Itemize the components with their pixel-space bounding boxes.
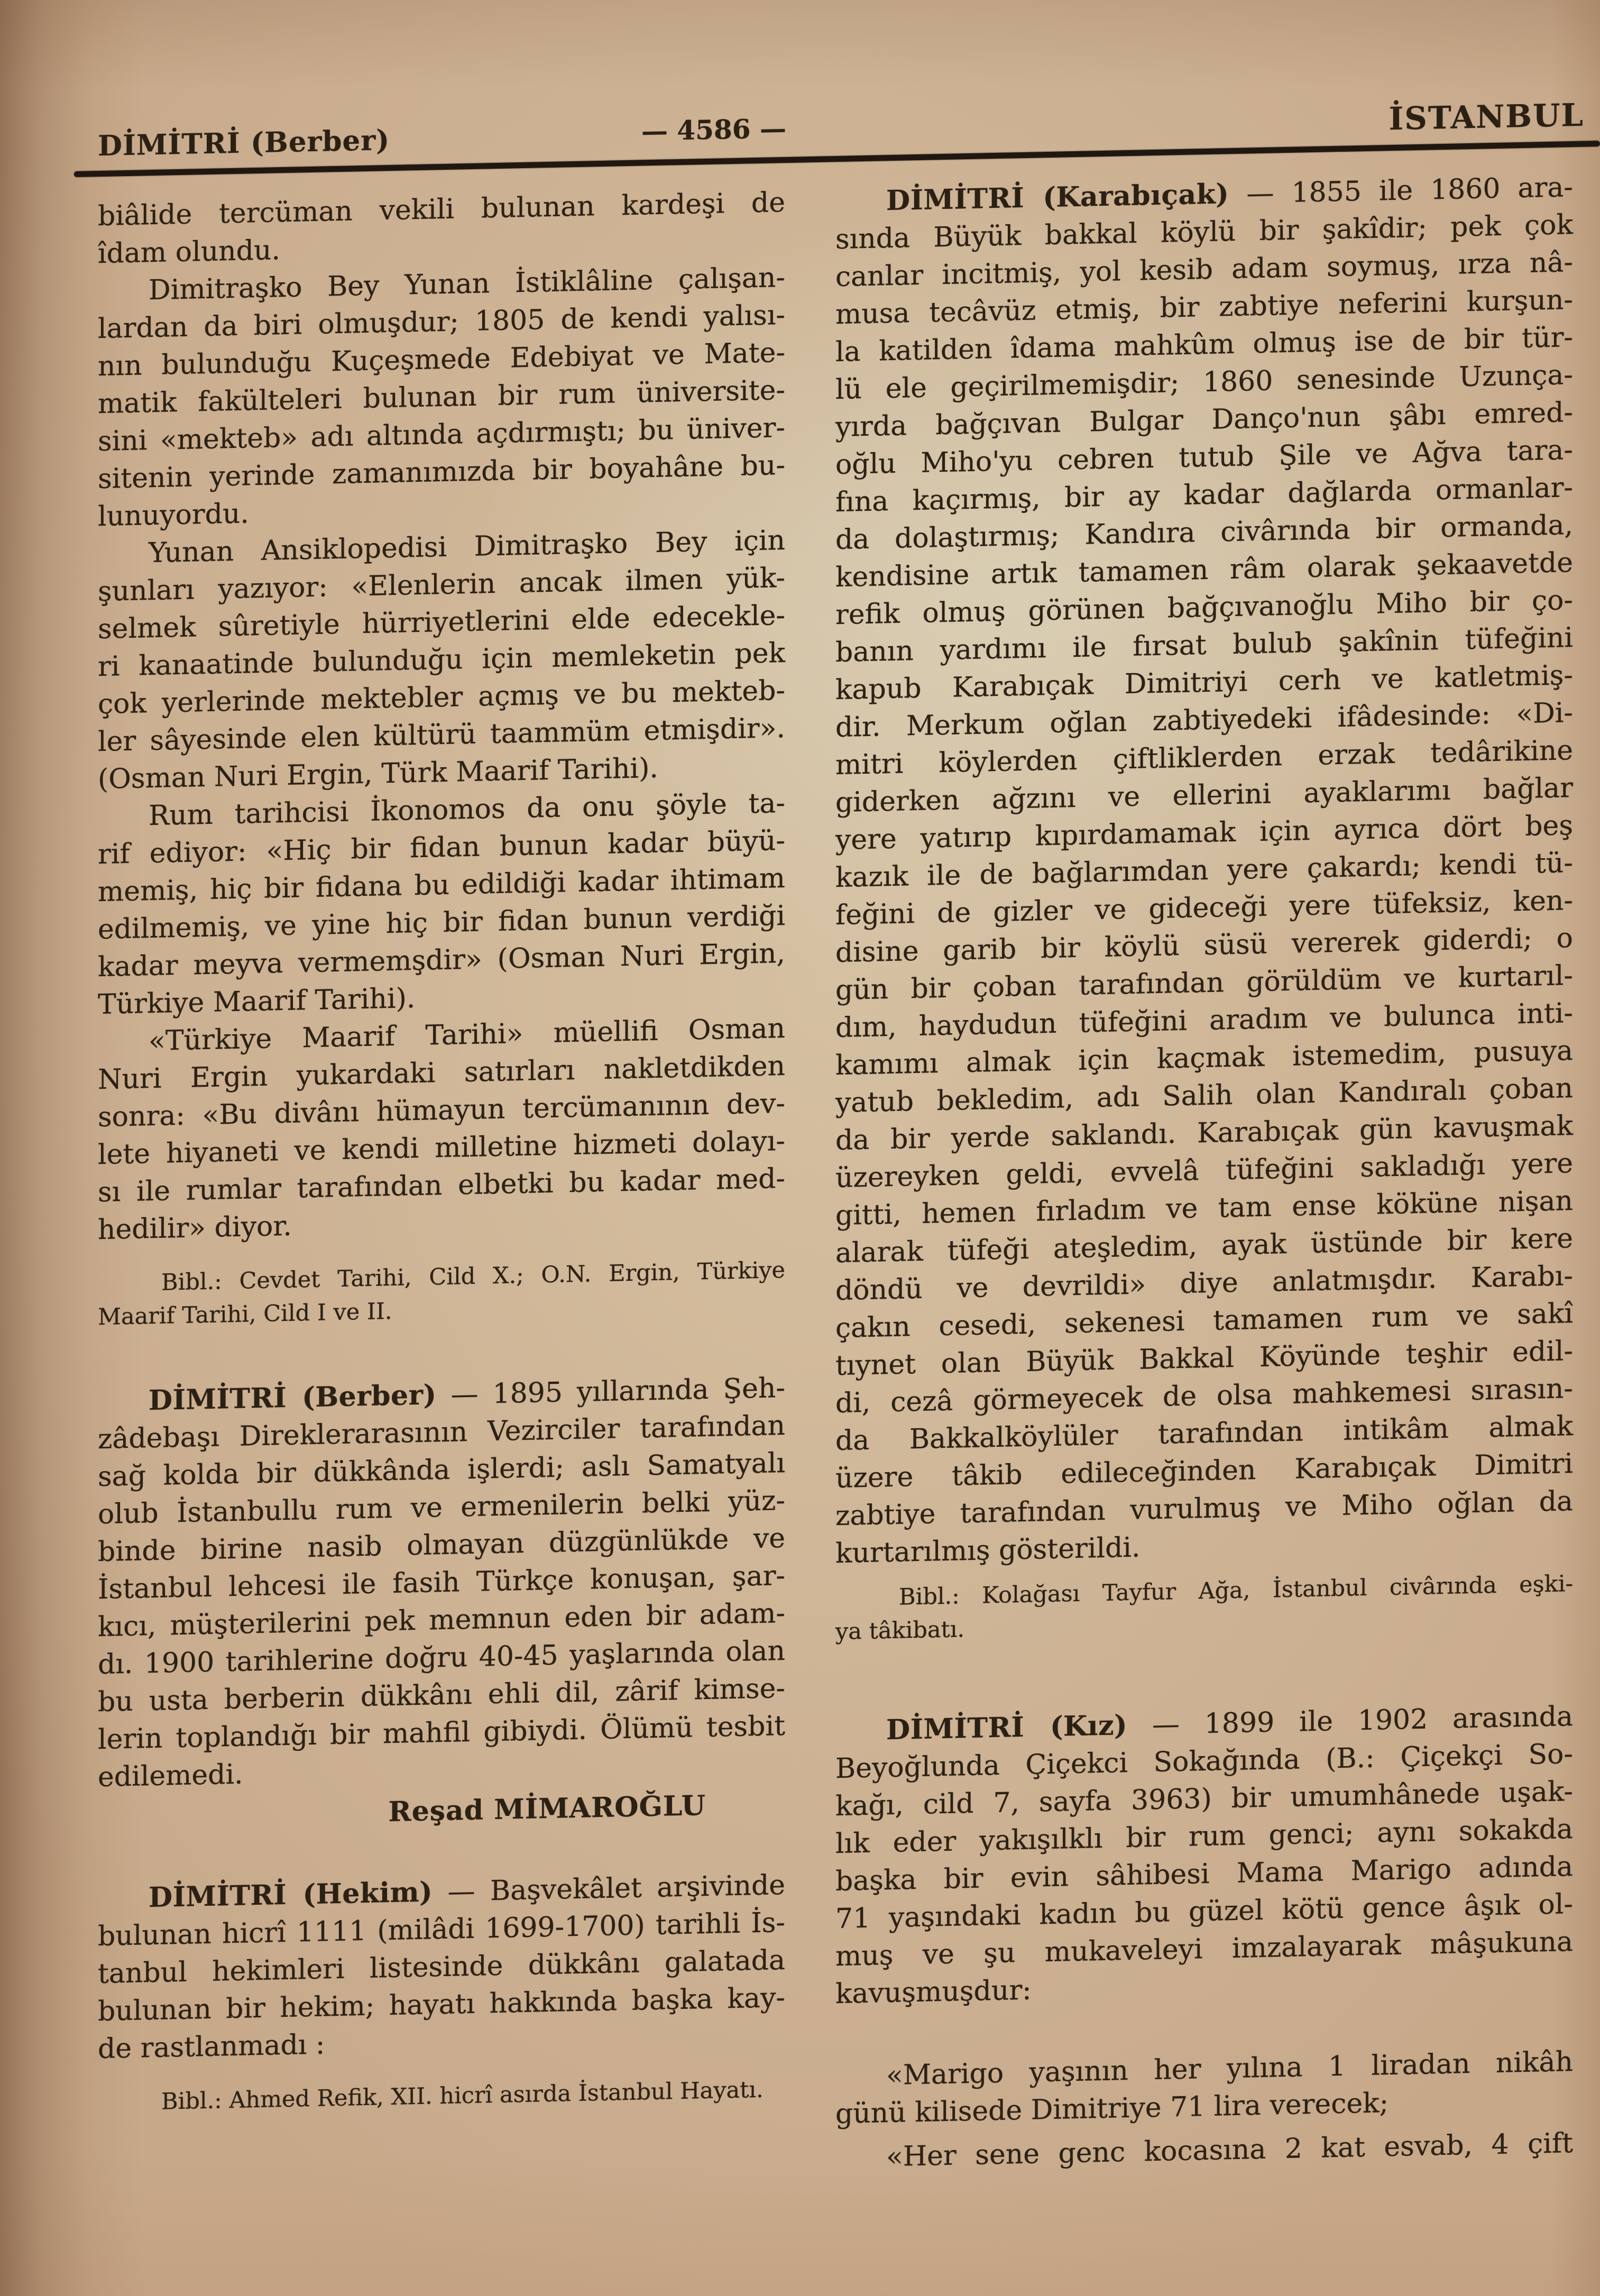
text-line: mitri köylerden çiftliklerden erzak tedârikine	[835, 734, 1573, 782]
paragraph	[835, 1697, 1573, 2013]
text-line: İstanbul lehcesi ile fasih Türkçe konuşan, şar-	[98, 1560, 785, 1606]
text-line: disine garib bir köylü süsü vererek giderdi; o	[835, 922, 1573, 969]
text-line: yere yatırıp kıpırdamamak için ayrıca dört beş	[835, 810, 1573, 857]
text-line: kağı, cild 7, sayfa 3963) bir umumhânede uşak-	[835, 1776, 1573, 1823]
bibliography-paragraph	[835, 1567, 1573, 1649]
text-line: günü kilisede Dimitriye 71 lira verecek;	[835, 2087, 1389, 2130]
text-line: sonra: «Bu divânı hümayun tercümanının dev-	[98, 1088, 785, 1134]
text-line: çakın cesedi, sekenesi tamamen rum ve sakî	[835, 1298, 1573, 1345]
text-line: kıcı, müşterilerini pek memnun eden bir adam-	[98, 1597, 785, 1643]
text-line: oğlu Miho'yu cebren tutub Şile ve Ağva tara-	[835, 434, 1573, 481]
text-line: Maarif Tarihi, Cild I ve II.	[98, 1298, 392, 1331]
page-content	[74, 96, 1600, 2192]
text-line: yırda bağçıvan Bulgar Danço'nun şâbı emred-	[835, 397, 1573, 444]
text-line: «Her sene genc kocasına 2 kat esvab, 4 çift	[886, 2127, 1573, 2173]
text-line: dı. 1900 tarihlerine doğru 40-45 yaşlarında olan	[98, 1635, 785, 1681]
text-line: kurtarılmış gösterildi.	[835, 1531, 1141, 1570]
text-line: binde birine nasib olmayan düzgünlükde ve	[98, 1522, 785, 1568]
text-line: matik fakülteleri bulunan bir rum üniversite-	[98, 374, 785, 420]
text-line: di, cezâ görmeyecek de olsa mahkemesi sırasın-	[835, 1373, 1573, 1420]
text-line: (Osman Nuri Ergin, Türk Maarif Tarihi).	[98, 752, 658, 796]
text-line: Bibl.: Cevdet Tarihi, Cild X.; O.N. Ergin, Türkiye	[161, 1257, 785, 1296]
paragraph	[835, 2043, 1573, 2133]
text-line: kavuşmuşdur:	[835, 1974, 1032, 2010]
text-line: ri kanaatinde bulunduğu için memleketin pek	[98, 637, 785, 683]
text-line: Bibl.: Ahmed Refik, XII. hicrî asırda İstanbul Hayatı.	[161, 2076, 764, 2115]
text-line: Rum tarihcisi İkonomos da onu şöyle ta-	[149, 787, 785, 832]
text-line: Nuri Ergin yukardaki satırları nakletdikden	[98, 1050, 785, 1096]
text-line: feğini de gizler ve gideceği yere tüfeksiz, ken-	[835, 885, 1573, 932]
text-line: üzere tâkib edileceğinden Karabıçak Dimitri	[835, 1448, 1573, 1495]
text-line: üzereyken geldi, evvelâ tüfeğini sakladığı yere	[835, 1147, 1573, 1195]
text-line: DİMİTRİ (Karabıçak) — 1855 ile 1860 ara-	[886, 171, 1573, 217]
header-left-entry: DİMİTRİ (Berber)	[98, 124, 390, 163]
text-line: zabtiye tarafından vurulmuş ve Miho oğlan da	[835, 1485, 1573, 1532]
text-line: Türkiye Maarif Tarihi).	[98, 982, 416, 1021]
text-line: Bibl.: Kolağası Tayfur Ağa, İstanbul civârında eşki-	[899, 1571, 1573, 1611]
text-line: DİMİTRİ (Hekim) — Başvekâlet arşivinde	[149, 1869, 785, 1914]
text-line: da Bakkalköylüler tarafından intikâm almak	[835, 1410, 1573, 1457]
text-line: tanbul hekimleri listesinde dükkânı galatada	[98, 1944, 785, 1990]
text-columns	[74, 168, 1600, 2192]
text-line: gün bir çoban tarafından görüldüm ve kurtarıl-	[835, 960, 1573, 1007]
text-line: edilemedi.	[98, 1758, 243, 1794]
text-line: Reşad MİMAROĞLU	[388, 1789, 706, 1829]
paragraph	[835, 2125, 1573, 2177]
paragraph	[98, 184, 785, 273]
header-page-number: — 4586 —	[641, 112, 786, 147]
text-line: kadar meyva vermemşdir» (Osman Nuri Ergin,	[98, 938, 785, 984]
bibliography-paragraph	[98, 1254, 785, 1334]
text-line: kapub Karabıçak Dimitriyi cerh ve katletmiş-	[835, 659, 1573, 706]
text-line: bulunan bir hekim; hayatı hakkında başka kay-	[98, 1982, 785, 2028]
text-line: «Marigo yaşının her yılına 1 liradan nikâh	[886, 2046, 1573, 2092]
paragraph	[98, 1010, 785, 1249]
entry-heading: DİMİTRİ (Hekim)	[149, 1876, 433, 1914]
text-line: yatub bekledim, adı Salih olan Kandıralı çoban	[835, 1072, 1573, 1119]
text-line: gitti, hemen fırladım ve tam ense köküne nişan	[835, 1185, 1573, 1232]
paragraph	[98, 1866, 785, 2068]
text-line: döndü ve devrildi» diye anlatmışdır. Karabı-	[835, 1260, 1573, 1307]
text-line: Yunan Ansiklopedisi Dimitraşko Bey için	[149, 525, 785, 570]
text-line: şunları yazıyor: «Elenlerin ancak ilmen yük-	[98, 562, 785, 608]
text-line: biâlide tercüman vekili bulunan kardeşi de	[98, 187, 785, 233]
text-line: da dolaştırmış; Kandıra civârında bir ormanda,	[835, 509, 1573, 556]
text-line: bu usta berberin dükkânı ehli dil, zârif kimse-	[98, 1673, 785, 1719]
text-line: refik olmuş görünen bağçıvanoğlu Miho bir ço-	[835, 584, 1573, 631]
text-line: de rastlanmadı :	[98, 2028, 325, 2065]
paragraph	[98, 785, 785, 1024]
entry-heading: DİMİTRİ (Kız)	[886, 1709, 1128, 1747]
paragraph	[98, 1369, 785, 1796]
text-line: fına kaçırmış, bir ay kadar dağlarda ormanlar-	[835, 472, 1573, 519]
text-line: rif ediyor: «Hiç bir fidan bunun kadar büyü-	[98, 825, 785, 871]
entry-heading: DİMİTRİ (Berber)	[149, 1379, 437, 1417]
text-line: olub İstanbullu rum ve ermenilerin belki yüz-	[98, 1485, 785, 1531]
paragraph	[98, 259, 785, 536]
text-column-left	[98, 184, 785, 2192]
column-gutter	[785, 183, 835, 2178]
text-line: banın yardımı ile fırsat bulub şakînin tüfeğini	[835, 622, 1573, 669]
text-line: selmek sûretiyle hürriyetlerini elde edecekle-	[98, 600, 785, 646]
text-line: lete hiyaneti ve kendi milletine hizmeti dolayı-	[98, 1125, 785, 1171]
text-line: sında Büyük bakkal köylü bir şakîdir; pek çok	[835, 209, 1573, 256]
text-line: memiş, hiç bir fidana bu edildiği kadar ihtimam	[98, 862, 785, 908]
text-line: dir. Merkum oğlan zabtiyedeki ifâdesinde: «Di-	[835, 697, 1573, 744]
text-line: kendisine artık tamamen râm olarak şekaavetde	[835, 547, 1573, 594]
text-line: başka bir evin sâhibesi Mama Marigo adında	[835, 1851, 1573, 1898]
text-line: îdam olundu.	[98, 234, 280, 270]
text-line: «Türkiye Maarif Tarihi» müellifi Osman	[149, 1013, 785, 1058]
text-line: lık eder yakışılklı bir rum genci; aynı sokakda	[835, 1813, 1573, 1860]
text-line: kamımı almak için kaçmak istemedim, pusuya	[835, 1035, 1573, 1082]
text-line: canlar incitmiş, yol kesib adam soymuş, ırza nâ-	[835, 246, 1573, 293]
text-line: lü ele geçirilmemişdir; 1860 senesinde Uzunça-	[835, 359, 1573, 406]
text-line: tıynet olan Büyük Bakkal Köyünde teşhir edil-	[835, 1335, 1573, 1382]
text-line: ya tâkibatı.	[835, 1616, 965, 1646]
paragraph	[98, 522, 785, 798]
text-line: sitenin yerinde zamanımızda bir boyahâne bu-	[98, 449, 785, 495]
text-line: bulunan hicrî 1111 (milâdi 1699-1700) tarihli İs-	[98, 1907, 785, 1953]
entry-heading: DİMİTRİ (Karabıçak)	[886, 178, 1229, 217]
text-line: kazık ile de bağlarımdan yere çakardı; kendi tü-	[835, 847, 1573, 894]
text-line: lardan da biri olmuşdur; 1805 de kendi yalısı-	[98, 299, 785, 345]
text-line: DİMİTRİ (Berber) — 1895 yıllarında Şeh-	[149, 1372, 785, 1417]
text-line: hedilir» diyor.	[98, 1210, 292, 1246]
text-line: la katilden îdama mahkûm olmuş ise de bir tür-	[835, 322, 1573, 369]
text-line: çok yerlerinde mektebler açmış ve bu mekteb-	[98, 675, 785, 721]
text-line: alarak tüfeği ateşledim, ayak üstünde bir kere	[835, 1223, 1573, 1270]
text-line: dım, haydudun tüfeğini aradım ve bulunca inti-	[835, 997, 1573, 1044]
text-line: nın bulunduğu Kuçeşmede Edebiyat ve Mate-	[98, 337, 785, 383]
text-line: ler sâyesinde elen kültürü taammüm etmişdir».	[98, 712, 785, 758]
text-line: sini «mekteb» adı altında açdırmıştı; bu üniver-	[98, 412, 785, 458]
text-line: musa tecâvüz etmiş, bir zabtiye neferini kurşun-	[835, 284, 1573, 331]
text-line: da bir yerde saklandı. Karabıçak gün kavuşmak	[835, 1110, 1573, 1157]
text-line: sağ kolda bir dükkânda işlerdi; aslı Samatyalı	[98, 1447, 785, 1493]
text-line: Beyoğlunda Çiçekci Sokağında (B.: Çiçekçi So-	[835, 1738, 1573, 1785]
text-line: Dimitraşko Bey Yunan İstiklâline çalışan-	[149, 262, 785, 307]
bibliography-paragraph	[98, 2073, 785, 2120]
page-header	[74, 96, 1600, 164]
text-line: edilmemiş, ve yine hiç bir fidan bunun verdiği	[98, 900, 785, 946]
text-line: lunuyordu.	[98, 498, 249, 533]
text-line: giderken ağzını ve ellerini ayaklarımı bağlar	[835, 772, 1573, 819]
text-column-right	[835, 168, 1573, 2177]
text-line: DİMİTRİ (Kız) — 1899 ile 1902 arasında	[886, 1701, 1574, 1747]
text-line: sı ile rumlar tarafından elbetki bu kadar med-	[98, 1163, 785, 1209]
text-line: muş ve şu mukaveleyi imzalayarak mâşukuna	[835, 1926, 1573, 1973]
header-running-title: İSTANBUL	[1388, 96, 1584, 137]
text-line: 71 yaşındaki kadın bu güzel kötü gence âşık ol-	[835, 1888, 1573, 1935]
text-line: lerin toplandığı bir mahfil gibiydi. Ölümü tesbit	[98, 1710, 785, 1756]
text-line: zâdebaşı Direklerarasının Vezirciler tarafından	[98, 1410, 785, 1456]
paragraph	[835, 168, 1573, 1573]
